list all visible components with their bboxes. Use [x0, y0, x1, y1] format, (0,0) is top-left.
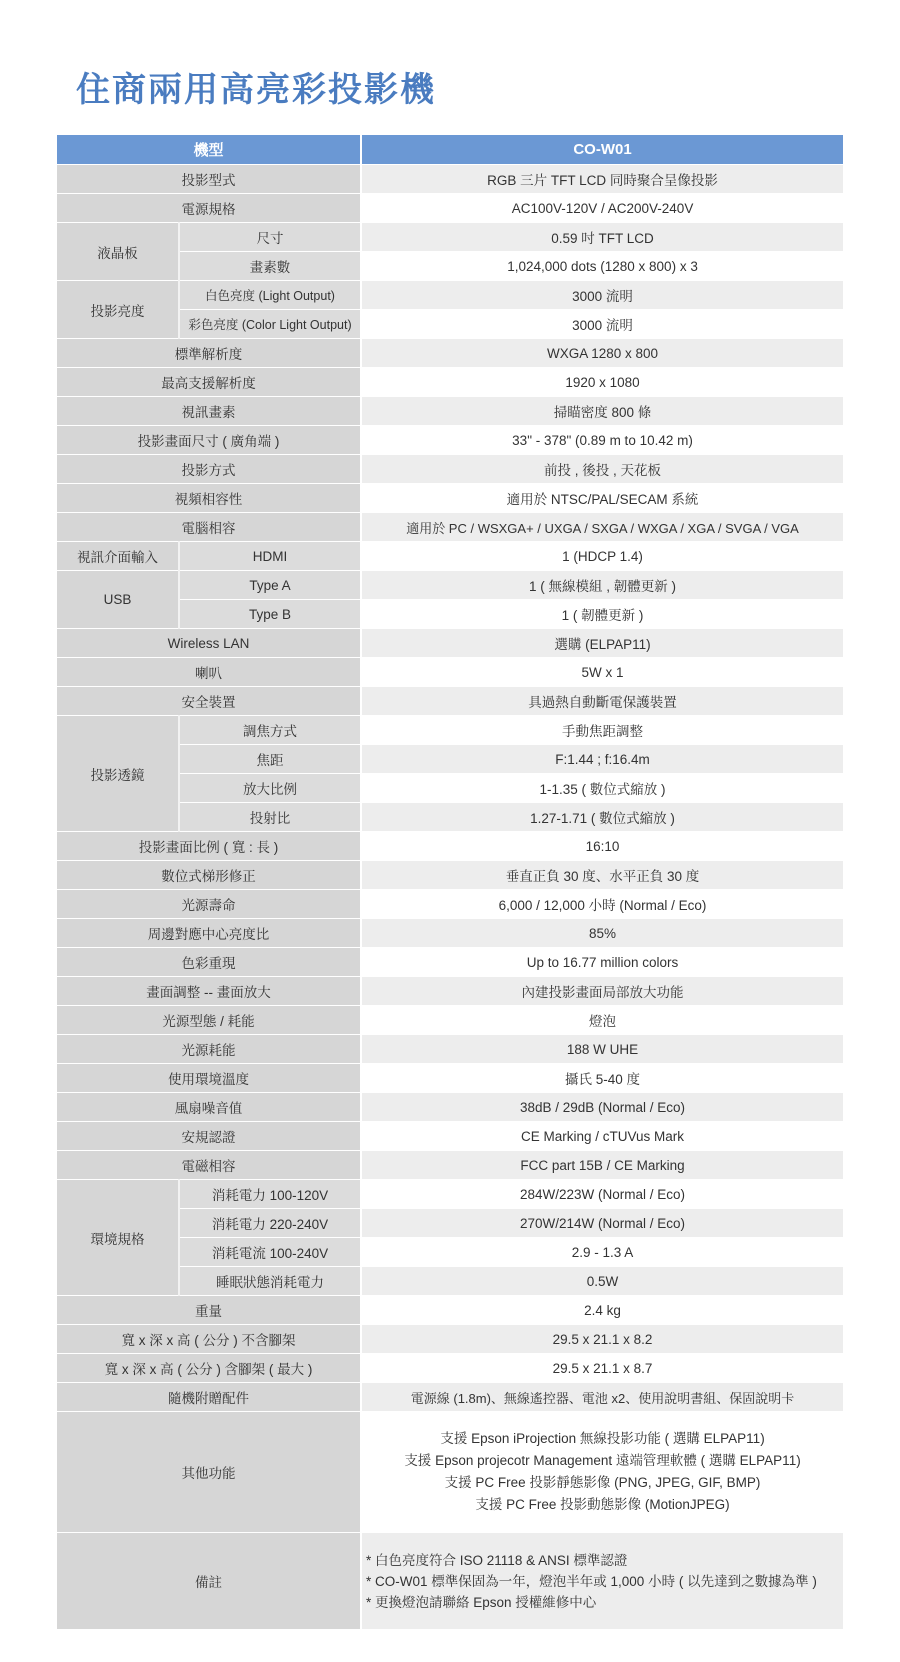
- row-value: WXGA 1280 x 800: [361, 339, 843, 368]
- row-value: 手動焦距調整: [361, 716, 843, 745]
- table-row: [57, 194, 843, 223]
- row-label: 風扇噪音值: [57, 1093, 361, 1122]
- row-value: 3000 流明: [361, 281, 843, 310]
- group-label-video-input: 視訊介面輸入: [57, 542, 179, 571]
- row-value: 選購 (ELPAP11): [361, 629, 843, 658]
- table-row: [57, 1383, 843, 1412]
- note-line: * 白色亮度符合 ISO 21118 & ANSI 標準認證: [366, 1550, 839, 1571]
- sub-label: Type B: [179, 600, 361, 629]
- row-value: 掃瞄密度 800 條: [361, 397, 843, 426]
- table-row: [57, 1180, 843, 1209]
- table-row: [57, 1325, 843, 1354]
- row-value: 燈泡: [361, 1006, 843, 1035]
- page-title: 住商兩用高亮彩投影機: [76, 71, 436, 109]
- table-row: [57, 513, 843, 542]
- row-value: 前投 , 後投 , 天花板: [361, 455, 843, 484]
- row-value: 攝氏 5-40 度: [361, 1064, 843, 1093]
- row-label: 投影畫面尺寸 ( 廣角端 ): [57, 426, 361, 455]
- row-label: Wireless LAN: [57, 629, 361, 658]
- row-label: 備註: [57, 1533, 361, 1630]
- row-label: 周邊對應中心亮度比: [57, 919, 361, 948]
- sub-label: 焦距: [179, 745, 361, 774]
- table-row: [57, 948, 843, 977]
- sub-label: 消耗電力 220-240V: [179, 1209, 361, 1238]
- row-value: 0.59 吋 TFT LCD: [361, 223, 843, 252]
- sub-label: 消耗電流 100-240V: [179, 1238, 361, 1267]
- other-feature-line: 支援 Epson projecotr Management 遠端管理軟體 ( 選購 ELPAP11): [404, 1453, 801, 1468]
- row-value: 6,000 / 12,000 小時 (Normal / Eco): [361, 890, 843, 919]
- row-label: 安規認證: [57, 1122, 361, 1151]
- row-label: 寬 x 深 x 高 ( 公分 ) 不含腳架: [57, 1325, 361, 1354]
- row-value: 1 (HDCP 1.4): [361, 542, 843, 571]
- row-value: 16:10: [361, 832, 843, 861]
- row-label: 標準解析度: [57, 339, 361, 368]
- table-row-notes: [57, 1533, 843, 1630]
- row-value: 1 ( 韌體更新 ): [361, 600, 843, 629]
- table-row: [57, 658, 843, 687]
- row-label: 最高支援解析度: [57, 368, 361, 397]
- sub-label: 畫素數: [179, 252, 361, 281]
- row-label: 寬 x 深 x 高 ( 公分 ) 含腳架 ( 最大 ): [57, 1354, 361, 1383]
- row-label: 隨機附贈配件: [57, 1383, 361, 1412]
- row-label: 投影方式: [57, 455, 361, 484]
- table-row: [57, 455, 843, 484]
- row-value: 29.5 x 21.1 x 8.2: [361, 1325, 843, 1354]
- row-value: 適用於 PC / WSXGA+ / UXGA / SXGA / WXGA / XGA / SVGA / VGA: [361, 513, 843, 542]
- row-value: 284W/223W (Normal / Eco): [361, 1180, 843, 1209]
- row-value: 適用於 NTSC/PAL/SECAM 系統: [361, 484, 843, 513]
- row-value: 270W/214W (Normal / Eco): [361, 1209, 843, 1238]
- table-row: [57, 1354, 843, 1383]
- row-value: FCC part 15B / CE Marking: [361, 1151, 843, 1180]
- row-label: 投影型式: [57, 165, 361, 194]
- row-value: 0.5W: [361, 1267, 843, 1296]
- sub-label: 投射比: [179, 803, 361, 832]
- row-label: 重量: [57, 1296, 361, 1325]
- sub-label: 調焦方式: [179, 716, 361, 745]
- sub-label: 彩色亮度 (Color Light Output): [179, 310, 361, 339]
- row-label: 光源型態 / 耗能: [57, 1006, 361, 1035]
- other-feature-line: 支援 PC Free 投影動態影像 (MotionJPEG): [475, 1497, 730, 1512]
- row-label: 光源壽命: [57, 890, 361, 919]
- header-model-label: 機型: [57, 135, 361, 165]
- row-value: 85%: [361, 919, 843, 948]
- row-value: 33" - 378" (0.89 m to 10.42 m): [361, 426, 843, 455]
- group-label-lcd: 液晶板: [57, 223, 179, 281]
- table-row: [57, 484, 843, 513]
- row-value: 1-1.35 ( 數位式縮放 ): [361, 774, 843, 803]
- group-label-brightness: 投影亮度: [57, 281, 179, 339]
- group-label-lens: 投影透鏡: [57, 716, 179, 832]
- row-value: CE Marking / cTUVus Mark: [361, 1122, 843, 1151]
- row-label: 其他功能: [57, 1412, 361, 1533]
- sub-label: 白色亮度 (Light Output): [179, 281, 361, 310]
- row-value: 2.4 kg: [361, 1296, 843, 1325]
- note-line: * CO-W01 標準保固為一年，燈泡半年或 1,000 小時 ( 以先達到之數據為準 ): [366, 1571, 839, 1592]
- table-row: [57, 861, 843, 890]
- table-row: [57, 1122, 843, 1151]
- table-row: [57, 397, 843, 426]
- row-value: Up to 16.77 million colors: [361, 948, 843, 977]
- row-value: F:1.44 ; f:16.4m: [361, 745, 843, 774]
- row-value: 內建投影畫面局部放大功能: [361, 977, 843, 1006]
- row-label: 電源規格: [57, 194, 361, 223]
- row-label: 喇叭: [57, 658, 361, 687]
- row-value: AC100V-120V / AC200V-240V: [361, 194, 843, 223]
- note-line: * 更換燈泡請聯絡 Epson 授權維修中心: [366, 1592, 839, 1613]
- row-value: RGB 三片 TFT LCD 同時聚合呈像投影: [361, 165, 843, 194]
- sub-label: 尺寸: [179, 223, 361, 252]
- row-label: 色彩重現: [57, 948, 361, 977]
- spec-table: [57, 135, 843, 1630]
- sub-label: 消耗電力 100-120V: [179, 1180, 361, 1209]
- row-value: 1.27-1.71 ( 數位式縮放 ): [361, 803, 843, 832]
- row-value: 1920 x 1080: [361, 368, 843, 397]
- row-label: 電腦相容: [57, 513, 361, 542]
- header-model-value: CO-W01: [361, 135, 843, 165]
- table-row: [57, 629, 843, 658]
- table-row: [57, 571, 843, 600]
- row-label: 數位式梯形修正: [57, 861, 361, 890]
- table-row: [57, 1151, 843, 1180]
- sub-label: HDMI: [179, 542, 361, 571]
- row-value: 5W x 1: [361, 658, 843, 687]
- row-label: 使用環境溫度: [57, 1064, 361, 1093]
- row-label: 視頻相容性: [57, 484, 361, 513]
- table-row: [57, 368, 843, 397]
- other-feature-line: 支援 Epson iProjection 無線投影功能 ( 選購 ELPAP11): [440, 1431, 765, 1446]
- row-value: 29.5 x 21.1 x 8.7: [361, 1354, 843, 1383]
- other-features-list: [361, 1412, 843, 1533]
- group-label-environment: 環境規格: [57, 1180, 179, 1296]
- table-row: [57, 977, 843, 1006]
- row-value: 垂直正負 30 度、水平正負 30 度: [361, 861, 843, 890]
- row-value: 具過熱自動斷電保護裝置: [361, 687, 843, 716]
- table-row: [57, 281, 843, 310]
- row-label: 電磁相容: [57, 1151, 361, 1180]
- sub-label: 放大比例: [179, 774, 361, 803]
- table-row: [57, 919, 843, 948]
- other-feature-line: 支援 PC Free 投影靜態影像 (PNG, JPEG, GIF, BMP): [444, 1475, 761, 1490]
- row-label: 安全裝置: [57, 687, 361, 716]
- row-value: 1 ( 無線模組 , 韌體更新 ): [361, 571, 843, 600]
- row-value: 電源線 (1.8m)、無線遙控器、電池 x2、使用說明書組、保固說明卡: [361, 1383, 843, 1412]
- table-row: [57, 716, 843, 745]
- row-value: 2.9 - 1.3 A: [361, 1238, 843, 1267]
- row-label: 光源耗能: [57, 1035, 361, 1064]
- table-row: [57, 542, 843, 571]
- table-row-other-features: [57, 1412, 843, 1533]
- table-row: [57, 890, 843, 919]
- row-value: 188 W UHE: [361, 1035, 843, 1064]
- table-row: [57, 1064, 843, 1093]
- sub-label: 睡眠狀態消耗電力: [179, 1267, 361, 1296]
- table-row: [57, 1296, 843, 1325]
- notes-list: [361, 1533, 843, 1630]
- table-row: [57, 426, 843, 455]
- table-row: [57, 832, 843, 861]
- row-value: 3000 流明: [361, 310, 843, 339]
- table-row: [57, 1093, 843, 1122]
- sub-label: Type A: [179, 571, 361, 600]
- table-header-row: [57, 135, 843, 165]
- table-row: [57, 339, 843, 368]
- row-label: 投影畫面比例 ( 寬 : 長 ): [57, 832, 361, 861]
- table-row: [57, 687, 843, 716]
- row-label: 畫面調整 -- 畫面放大: [57, 977, 361, 1006]
- group-label-usb: USB: [57, 571, 179, 629]
- row-label: 視訊畫素: [57, 397, 361, 426]
- table-row: [57, 223, 843, 252]
- table-row: [57, 1035, 843, 1064]
- row-value: 1,024,000 dots (1280 x 800) x 3: [361, 252, 843, 281]
- row-value: 38dB / 29dB (Normal / Eco): [361, 1093, 843, 1122]
- table-row: [57, 165, 843, 194]
- table-row: [57, 1006, 843, 1035]
